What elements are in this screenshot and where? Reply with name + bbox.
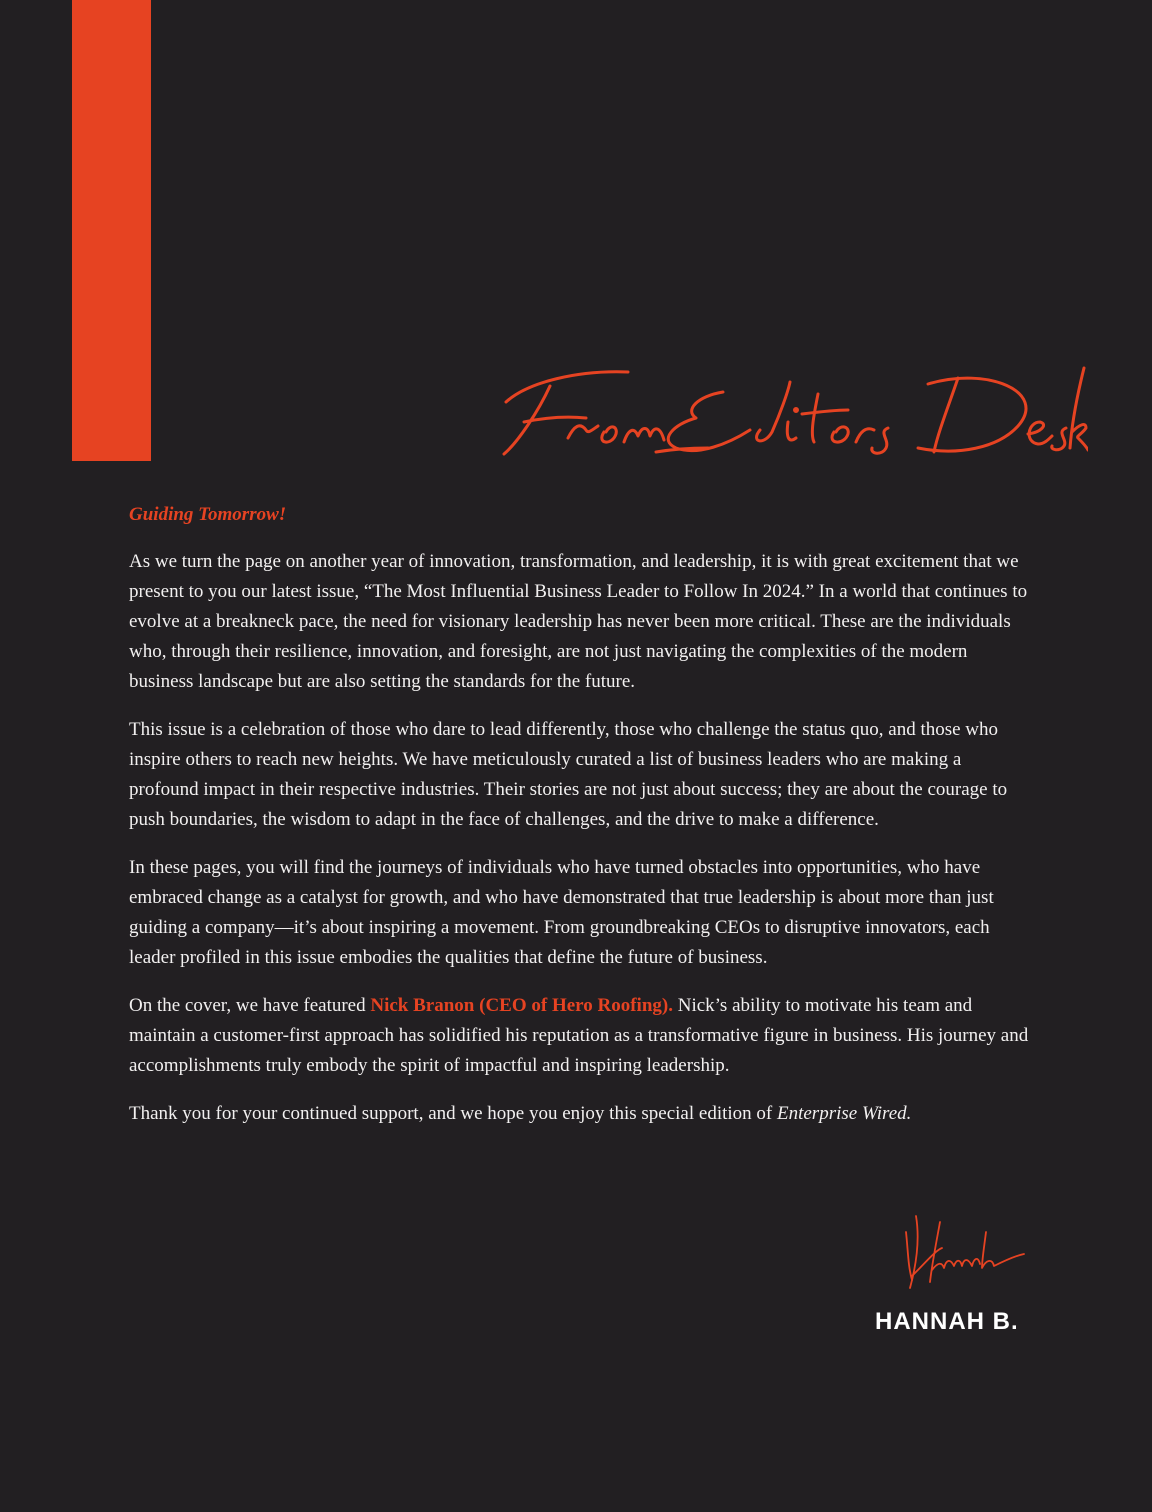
cover-text-before: On the cover, we have featured <box>129 995 371 1016</box>
closing-text: Thank you for your continued support, and we hope you enjoy this special edition of <box>129 1103 777 1124</box>
signature-script-text <box>872 1210 873 1211</box>
script-title-graphic <box>488 352 1088 472</box>
page-title <box>488 352 1088 472</box>
publication-name: Enterprise Wired. <box>776 1103 912 1124</box>
paragraph-closing <box>129 1099 1029 1129</box>
cover-text-after: Nick’s ability to motivate his team and maintain a customer-first approach has solidified his reputation as a transformative figure in business. His journey and accomplishments truly embody the spirit of impactful and inspiring leadership. <box>129 995 1029 1076</box>
signer-name: HANNAH B. <box>875 1308 1019 1335</box>
paragraph-celebration: This issue is a celebration of those who dare to lead differently, those who challenge the status quo, and those who inspire others to reach new heights. We have meticulously curated a list of business leaders who are making a profound impact in their respective industries. Their stories are not just about success; they are about the courage to push boundaries, the wisdom to adapt in the face of challenges, and the drive to make a difference. <box>129 719 1008 830</box>
signature-block <box>872 1210 1032 1340</box>
paragraph-intro: As we turn the page on another year of innovation, transformation, and leadership, it is with great excitement that we present to you our latest issue, “The Most Influential Business Leader to Follow In 2024.” In a world that continues to evolve at a breakneck pace, the need for visionary leadership has never been more critical. These are the individuals who, through their resilience, innovation, and foresight, are not just navigating the complexities of the modern business landscape but are also setting the standards for the future. <box>129 551 1028 692</box>
cover-feature-name: Nick Branon (CEO of Hero Roofing). <box>370 995 673 1016</box>
paragraph-cover <box>129 991 1029 1081</box>
handwritten-signature <box>902 1210 1027 1292</box>
accent-bar <box>72 0 151 461</box>
letter-body <box>129 500 1029 1147</box>
paragraph-journeys: In these pages, you will find the journeys of individuals who have turned obstacles into opportunities, who have embraced change as a catalyst for growth, and who have demonstrated that true leadership is about more than just guiding a company—it’s about inspiring a movement. From groundbreaking CEOs to disruptive innovators, each leader profiled in this issue embodies the qualities that define the future of business. <box>129 857 994 968</box>
letter-subtitle: Guiding Tomorrow! <box>129 504 287 525</box>
